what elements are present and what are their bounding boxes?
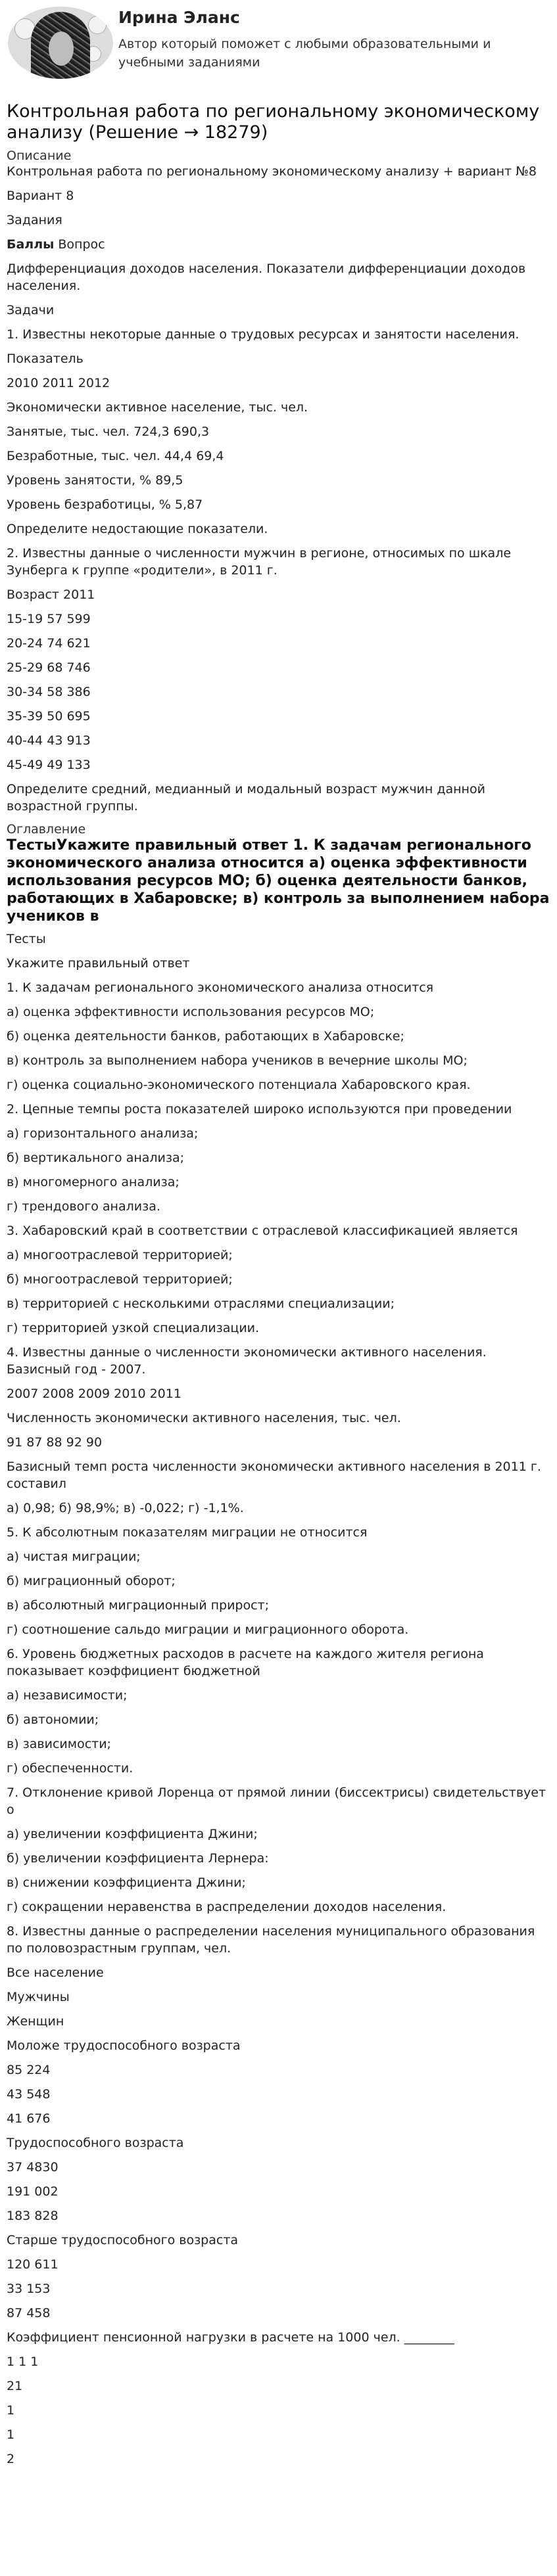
text-line: 2 [7,2452,15,2466]
points-rest: Вопрос [54,237,105,252]
text-line: 85 224 [7,2063,51,2077]
text-line: Укажите правильный ответ [7,956,190,971]
text-line: 41 676 [7,2111,51,2126]
text-line: Базисный темп роста численности экономически активного населения в 2011 г. составил [7,1460,541,1491]
text-line: Трудоспособного возраста [7,2136,184,2150]
text-line: 33 153 [7,2282,51,2296]
text-line: Тесты [7,932,46,946]
text-line: г) территорией узкой специализации. [7,1321,260,1335]
text-line: Экономически активное население, тыс. чел. [7,400,308,415]
text-line: 40-44 43 913 [7,733,91,748]
text-line: 45-49 49 133 [7,758,91,772]
avatar-face [49,32,74,66]
text-line: 1. Известны некоторые данные о трудовых ресурсах и занятости населения. [7,327,520,342]
text-line: Задачи [7,303,55,317]
text-line: 30-34 58 386 [7,685,91,699]
text-line: Возраст 2011 [7,587,95,602]
text-line: в) контроль за выполнением набора учеников в вечерние школы МО; [7,1053,468,1068]
text-line: Уровень занятости, % 89,5 [7,473,183,488]
description-section [7,149,550,815]
text-line: Показатель [7,352,84,366]
text-line: Численность экономически активного населения, тыс. чел. [7,1411,401,1425]
contents-label: Оглавление [7,822,86,837]
author-header [7,0,550,91]
text-line: Мужчины [7,1990,70,2004]
text-line: а) оценка эффективности использования ресурсов МО; [7,1005,375,1019]
description-label: Описание [7,149,72,163]
text-line: б) вертикального анализа; [7,1151,185,1165]
text-line: г) обеспеченности. [7,1761,133,1776]
contents-section [7,822,550,2468]
text-line: Женщин [7,2014,64,2029]
text-line: б) миграционный оборот; [7,1574,176,1588]
text-line: 183 828 [7,2209,59,2223]
text-line: 1 [7,2403,15,2418]
text-line: Определите недостающие показатели. [7,522,268,536]
text-line: Старше трудоспособного возраста [7,2233,239,2247]
text-line: 20-24 74 621 [7,636,91,651]
text-line: б) увеличении коэффициента Лернера: [7,1851,269,1866]
text-line: в) территорией с несколькими отраслями специализации; [7,1297,395,1311]
contents-heading: ТестыУкажите правильный ответ 1. К задачам регионального экономического анализа относится а) оценка эффективности использования ресурсов МО; б) оценка деятельности банков, работающих в Хабаровске; в) контроль за выполнением набора учеников в [7,837,550,925]
text-line: Занятые, тыс. чел. 724,3 690,3 [7,425,210,439]
contents-body [7,931,550,2468]
points-label: Баллы [7,237,55,252]
text-line: Определите средний, медианный и модальный возраст мужчин данной возрастной группы. [7,782,485,814]
text-line: в) снижении коэффициента Джини; [7,1875,246,1890]
text-line: 35-39 50 695 [7,709,91,724]
text-line: 87 458 [7,2306,51,2320]
page-title: Контрольная работа по региональному экономическому анализу (Решение → 18279) [7,101,540,143]
text-line: 120 611 [7,2257,59,2272]
text-line: г) трендового анализа. [7,1199,160,1214]
author-info [118,5,550,72]
text-line: 1. К задачам регионального экономического анализа относится [7,980,434,995]
text-line: а) независимости; [7,1688,128,1703]
text-line: Все население [7,1966,104,1980]
text-line: Дифференциация доходов населения. Показатели дифференциации доходов населения. [7,262,526,293]
text-line: Уровень безработицы, % 5,87 [7,497,203,512]
text-line: г) сокращении неравенства в распределении доходов населения. [7,1900,447,1914]
author-avatar[interactable] [8,7,113,79]
text-line: Моложе трудоспособного возраста [7,2038,241,2053]
text-line: 37 4830 [7,2160,59,2174]
description-line: Вариант 8 [7,189,74,203]
description-line: Задания [7,213,62,227]
text-line: 15-19 57 599 [7,612,91,626]
text-line: г) оценка социально-экономического потенциала Хабаровского края. [7,1078,471,1092]
text-line: в) абсолютный миграционный прирост; [7,1598,270,1613]
author-description: Автор который поможет с любыми образовательными и учебными заданиями [118,37,491,70]
text-line: а) чистая миграции; [7,1550,141,1564]
text-line: 43 548 [7,2087,51,2102]
text-line: а) 0,98; б) 98,9%; в) -0,022; г) -1,1%. [7,1501,244,1515]
text-line: г) соотношение сальдо миграции и миграционного оборота. [7,1622,409,1637]
text-line: 6. Уровень бюджетных расходов в расчете на каждого жителя региона показывает коэффициент бюджетной [7,1647,484,1678]
text-line: 1 [7,2427,15,2442]
author-name[interactable]: Ирина Эланс [118,8,240,27]
text-line: 191 002 [7,2184,59,2199]
text-line: 3. Хабаровский край в соответствии с отраслевой классификацией является [7,1224,518,1238]
text-line: 2007 2008 2009 2010 2011 [7,1387,182,1401]
text-line: 5. К абсолютным показателям миграции не относится [7,1525,368,1540]
text-line: в) зависимости; [7,1737,111,1751]
description-body [7,260,550,815]
text-line: Безработные, тыс. чел. 44,4 69,4 [7,449,224,463]
text-line: а) увеличении коэффициента Джини; [7,1827,258,1841]
text-line: б) автономии; [7,1713,99,1727]
text-line: а) многоотраслевой территорией; [7,1248,233,1262]
text-line: в) многомерного анализа; [7,1175,180,1189]
text-line: 7. Отклонение кривой Лоренца от прямой линии (биссектрисы) свидетельствует о [7,1785,546,1817]
text-line: 2010 2011 2012 [7,376,110,390]
bubble-decoration [88,16,107,34]
text-line: Коэффициент пенсионной нагрузки в расчете на 1000 чел. ________ [7,2330,454,2345]
points-line [7,236,550,253]
description-line: Контрольная работа по региональному экономическому анализу + вариант №8 [7,164,537,179]
text-line: 2. Цепные темпы роста показателей широко используются при проведении [7,1102,512,1116]
text-line: а) горизонтального анализа; [7,1126,199,1141]
text-line: 1 1 1 [7,2355,39,2369]
text-line: 2. Известны данные о численности мужчин в регионе, относимых по шкале Зунберга к группе «родители», в 2011 г. [7,546,512,578]
text-line: 21 [7,2379,23,2393]
text-line: 25-29 68 746 [7,660,91,675]
text-line: 4. Известны данные о численности экономически активного населения. Базисный год - 2007. [7,1345,487,1377]
text-line: 91 87 88 92 90 [7,1435,103,1450]
text-line: 8. Известны данные о распределении населения муниципального образования по половозрастным группам, чел. [7,1924,535,1956]
text-line: б) оценка деятельности банков, работающих в Хабаровске; [7,1029,404,1044]
text-line: б) многоотраслевой территорией; [7,1272,233,1287]
